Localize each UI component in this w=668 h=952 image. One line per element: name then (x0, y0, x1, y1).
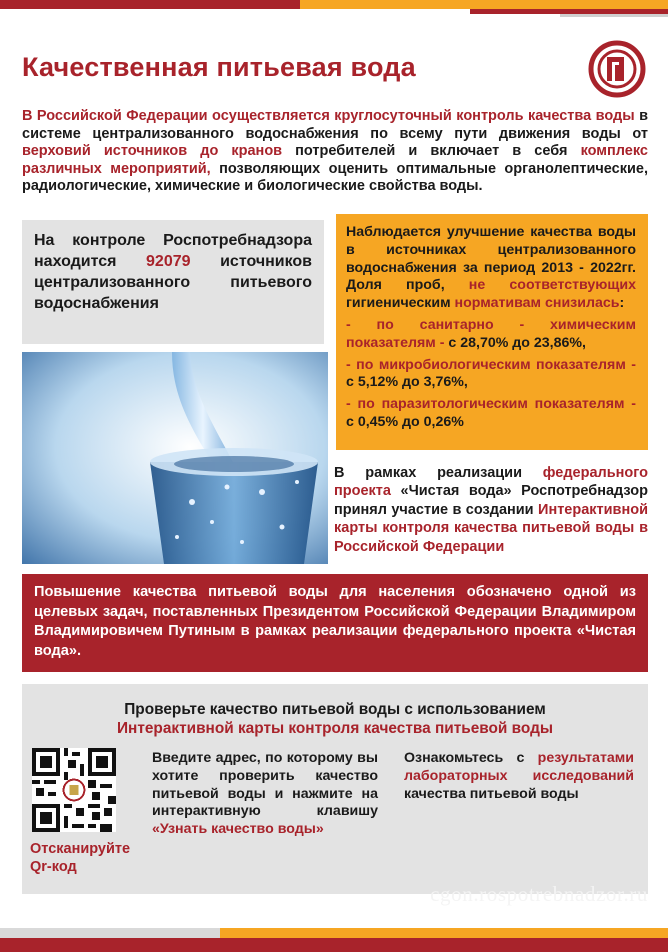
website-watermark: cgon.rospotrebnadzor.ru (430, 882, 648, 906)
list-item: - по санитарно - химическим показателям - с 28,70% до 23,86%, (346, 316, 636, 351)
check-title: Проверьте качество питьевой воды с использованием Интерактивной карты контроля качества питьевой воды (116, 701, 554, 737)
intro-text: В Российской Федерации осуществляется круглосуточный контроль качества воды в системе централизованного водоснабжения по всему пути движения воды от верховий источников до кранов потребителей и включает в себя комплекс различных мероприятий, позволяющих оценить оптимальные органолептические, радиологические, химические и биологические свойства воды. (22, 108, 648, 195)
enter-address-text: Введите адрес, по которому вы хотите проверить качество питьевой воды и нажмите на интерактивную клавишу «Узнать качество воды» (152, 750, 378, 838)
check-quality-button-label: «Узнать качество воды» (152, 821, 324, 838)
page-title: Качественная питьевая вода (22, 52, 416, 82)
project-text: В рамках реализации федерального проекта «Чистая вода» Роспотребнадзор принял участие в создании Интерактивной карты контроля качества питьевой воды в Российской Федерации (334, 465, 648, 555)
rospotrebnadzor-logo-icon (588, 40, 646, 98)
sources-count: 92079 (146, 253, 191, 270)
monitoring-box: На контроле Роспотребнадзора находится 92079 источников централизованного питьевого водоснабжения (22, 220, 324, 344)
top-right-grey (560, 14, 668, 17)
footer-orange (220, 928, 668, 938)
results-text: Ознакомьтесь с результатами лабораторных исследований качества питьевой воды (404, 750, 634, 802)
goal-banner: Повышение качества питьевой воды для населения обозначено одной из целевых задач, поставленных Президентом Российской Федерации Владимиром Владимировичем Путиным в рамках реализации федерального проекта «Чистая вода». (22, 574, 648, 672)
glass-of-water-image (22, 352, 328, 564)
top-stripe-orange (300, 0, 668, 9)
list-item: - по паразитологическим показателям - с 0,45% до 0,26% (346, 396, 636, 430)
list-item: - по микробиологическим показателям - с 5,12% до 3,76%, (346, 356, 636, 391)
top-stripe-red (0, 0, 300, 9)
footer-grey (0, 928, 220, 938)
qr-code-icon[interactable] (32, 748, 116, 832)
scan-qr-label: Отсканируйте Qr-код (30, 841, 131, 875)
improvement-box: Наблюдается улучшение качества воды в источниках централизованного водоснабжения за период 2013 - 2022гг. Доля проб, не соответствующих гигиеническим нормативам снизилась: - по санитарно - химическим показателям - с 28,70% до 23,86%, - по микробиологическим показателям - с 5,12% до 3,76%, - по паразитологическим показателям - с 0,45% до 0,26% (336, 214, 648, 450)
footer-red (0, 938, 668, 952)
